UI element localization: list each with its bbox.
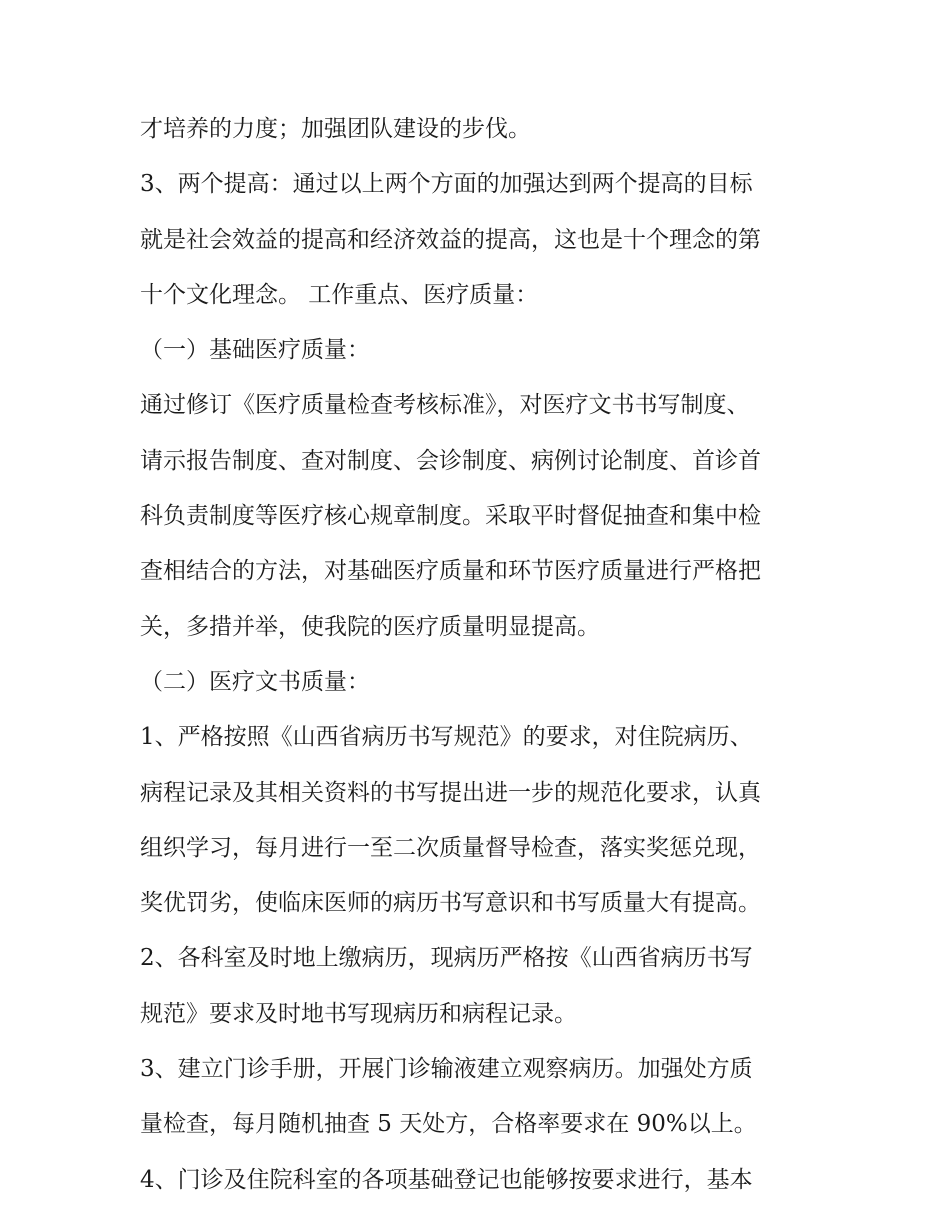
text-line: 才培养的力度；加强团队建设的步伐。 <box>140 116 531 142</box>
text-line: 2、各科室及时地上缴病历，现病历严格按《山西省病历书写 <box>140 945 753 972</box>
text-line: 就是社会效益的提高和经济效益的提高，这也是十个理念的第 <box>140 226 761 253</box>
text-line: 奖优罚劣，使临床医师的病历书写意识和书写质量大有提高。 <box>140 890 761 917</box>
text-line: 组织学习，每月进行一至二次质量督导检查，落实奖惩兑现， <box>140 834 761 861</box>
text-line: 科负责制度等医疗核心规章制度。采取平时督促抽查和集中检 <box>140 503 761 530</box>
text-line: 量检查，每月随机抽查 5 天处方，合格率要求在 90%以上。 <box>140 1111 757 1138</box>
text-line: 关，多措并举，使我院的医疗质量明显提高。 <box>140 613 600 640</box>
text-line: 十个文化理念。 工作重点、医疗质量： <box>140 281 539 308</box>
text-line: 请示报告制度、查对制度、会诊制度、病例讨论制度、首诊首 <box>140 447 761 474</box>
text-line: 1、严格按照《山西省病历书写规范》的要求，对住院病历、 <box>140 724 753 751</box>
section-heading: （二）医疗文书质量： <box>140 668 370 695</box>
text-line: 查相结合的方法，对基础医疗质量和环节医疗质量进行严格把 <box>140 558 761 585</box>
text-line: 4、门诊及住院科室的各项基础登记也能够按要求进行，基本 <box>140 1166 753 1193</box>
text-line: 3、建立门诊手册，开展门诊输液建立观察病历。加强处方质 <box>140 1056 753 1083</box>
text-line: 通过修订《医疗质量检查考核标准》，对医疗文书书写制度、 <box>140 392 750 419</box>
document-body <box>140 108 820 1214</box>
text-line: 病程记录及其相关资料的书写提出进一步的规范化要求，认真 <box>140 779 761 806</box>
text-line: 3、两个提高：通过以上两个方面的加强达到两个提高的目标 <box>140 171 753 198</box>
section-heading: （一）基础医疗质量： <box>140 337 370 364</box>
text-line: 规范》要求及时地书写现病历和病程记录。 <box>140 1000 577 1027</box>
